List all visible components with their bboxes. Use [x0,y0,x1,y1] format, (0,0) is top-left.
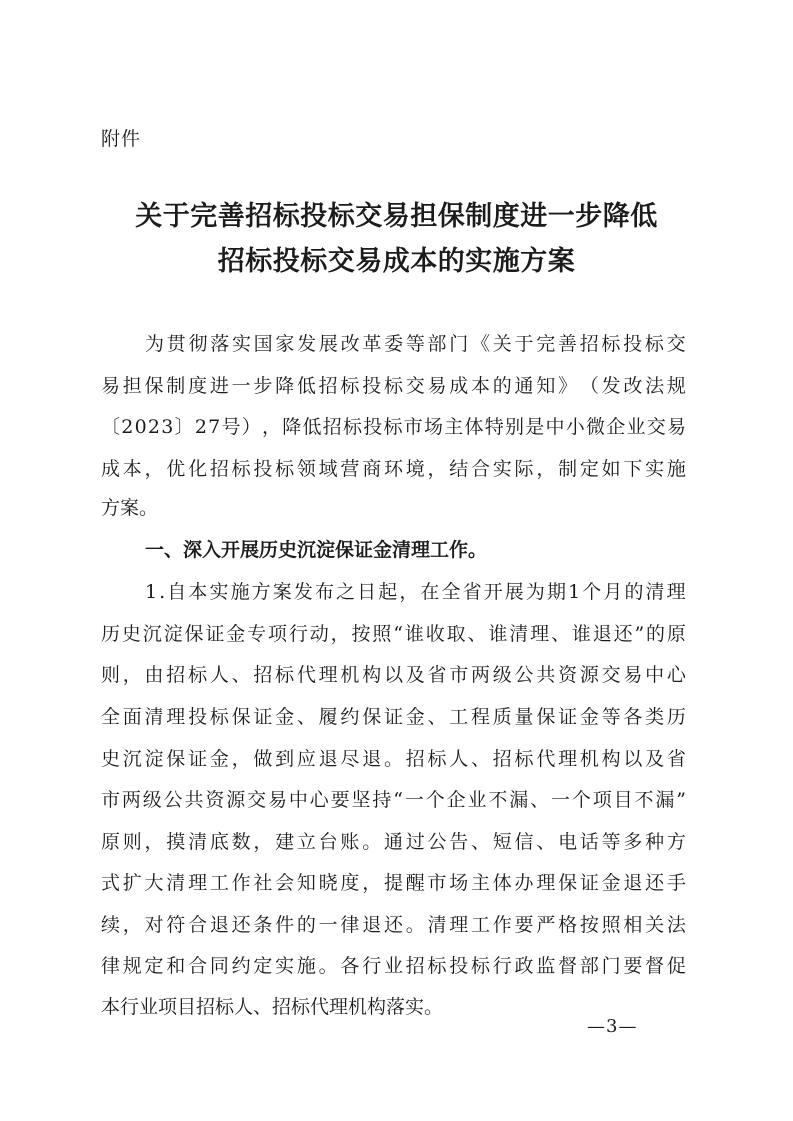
section-1-line-5: 史 沉 淀 保 证 金 ， 做 到 应 退 尽 退 。 招 标 人 、 招 标 代 理 机 构 以 及 省 [101,748,686,770]
document-title-line-2: 招标投标交易成本的实施方案 [217,246,576,277]
section-1-line-6: 市 两 级 公 共 资 源 交 易 中 心 要 坚 持 “ 一 个 企 业 不 漏 、 一 个 项 目 不 漏 ” [101,789,686,811]
section-1-line-10: 律 规 定 和 合 同 约 定 实 施 。 各 行 业 招 标 投 标 行 政 监 督 部 门 要 督 促 [101,955,686,977]
section-1-line-3: 则 ， 由 招 标 人 、 招 标 代 理 机 构 以 及 省 市 两 级 公 共 资 源 交 易 中 心 [101,664,686,686]
page-number: —3— [587,1016,638,1037]
document-title-line-1: 关于完善招标投标交易担保制度进一步降低 [135,201,658,232]
section-1-line-8: 式 扩 大 清 理 工 作 社 会 知 晓 度 ， 提 醒 市 场 主 体 办 理 保 证 金 退 还 手 [101,872,686,894]
section-1-line-1: 1 . 自 本 实 施 方 案 发 布 之 日 起 ， 在 全 省 开 展 为 期 1 个 月 的 清 理 [145,581,686,603]
section-1-heading: 一、深入开展历史沉淀保证金清理工作。 [145,539,488,561]
section-1-line-9: 续 ， 对 符 合 退 还 条 件 的 一 律 退 还 。 清 理 工 作 要 严 格 按 照 相 关 法 [101,914,686,936]
section-1-line-4: 全 面 清 理 投 标 保 证 金 、 履 约 保 证 金 、 工 程 质 量 保 证 金 等 各 类 历 [101,706,686,728]
section-1-line-2: 历 史 沉 淀 保 证 金 专 项 行 动 ， 按 照 “ 谁 收 取 、 谁 清 理 、 谁 退 还 ” 的 原 [101,623,686,645]
attachment-label: 附件 [101,128,142,150]
intro-line-3: 〔 2 0 2 3 〕 2 7 号 ） ， 降 低 招 标 投 标 市 场 主 体 特 别 是 中 小 微 企 业 交 易 [101,416,686,438]
section-1-line-7: 原 则 ， 摸 清 底 数 ， 建 立 台 账 。 通 过 公 告 、 短 信 、 电 话 等 多 种 方 [101,831,686,853]
intro-line-2: 易 担 保 制 度 进 一 步 降 低 招 标 投 标 交 易 成 本 的 通 知 》 （ 发 改 法 规 [101,375,686,397]
section-1-line-11: 本行业项目招标人、招标代理机构落实。 [101,996,444,1018]
intro-line-4: 成 本 ， 优 化 招 标 投 标 领 域 营 商 环 境 ， 结 合 实 际 ， 制 定 如 下 实 施 [101,458,686,480]
intro-line-1: 为 贯 彻 落 实 国 家 发 展 改 革 委 等 部 门 《 关 于 完 善 招 标 投 标 交 [145,333,686,355]
intro-line-5: 方案。 [101,497,159,519]
